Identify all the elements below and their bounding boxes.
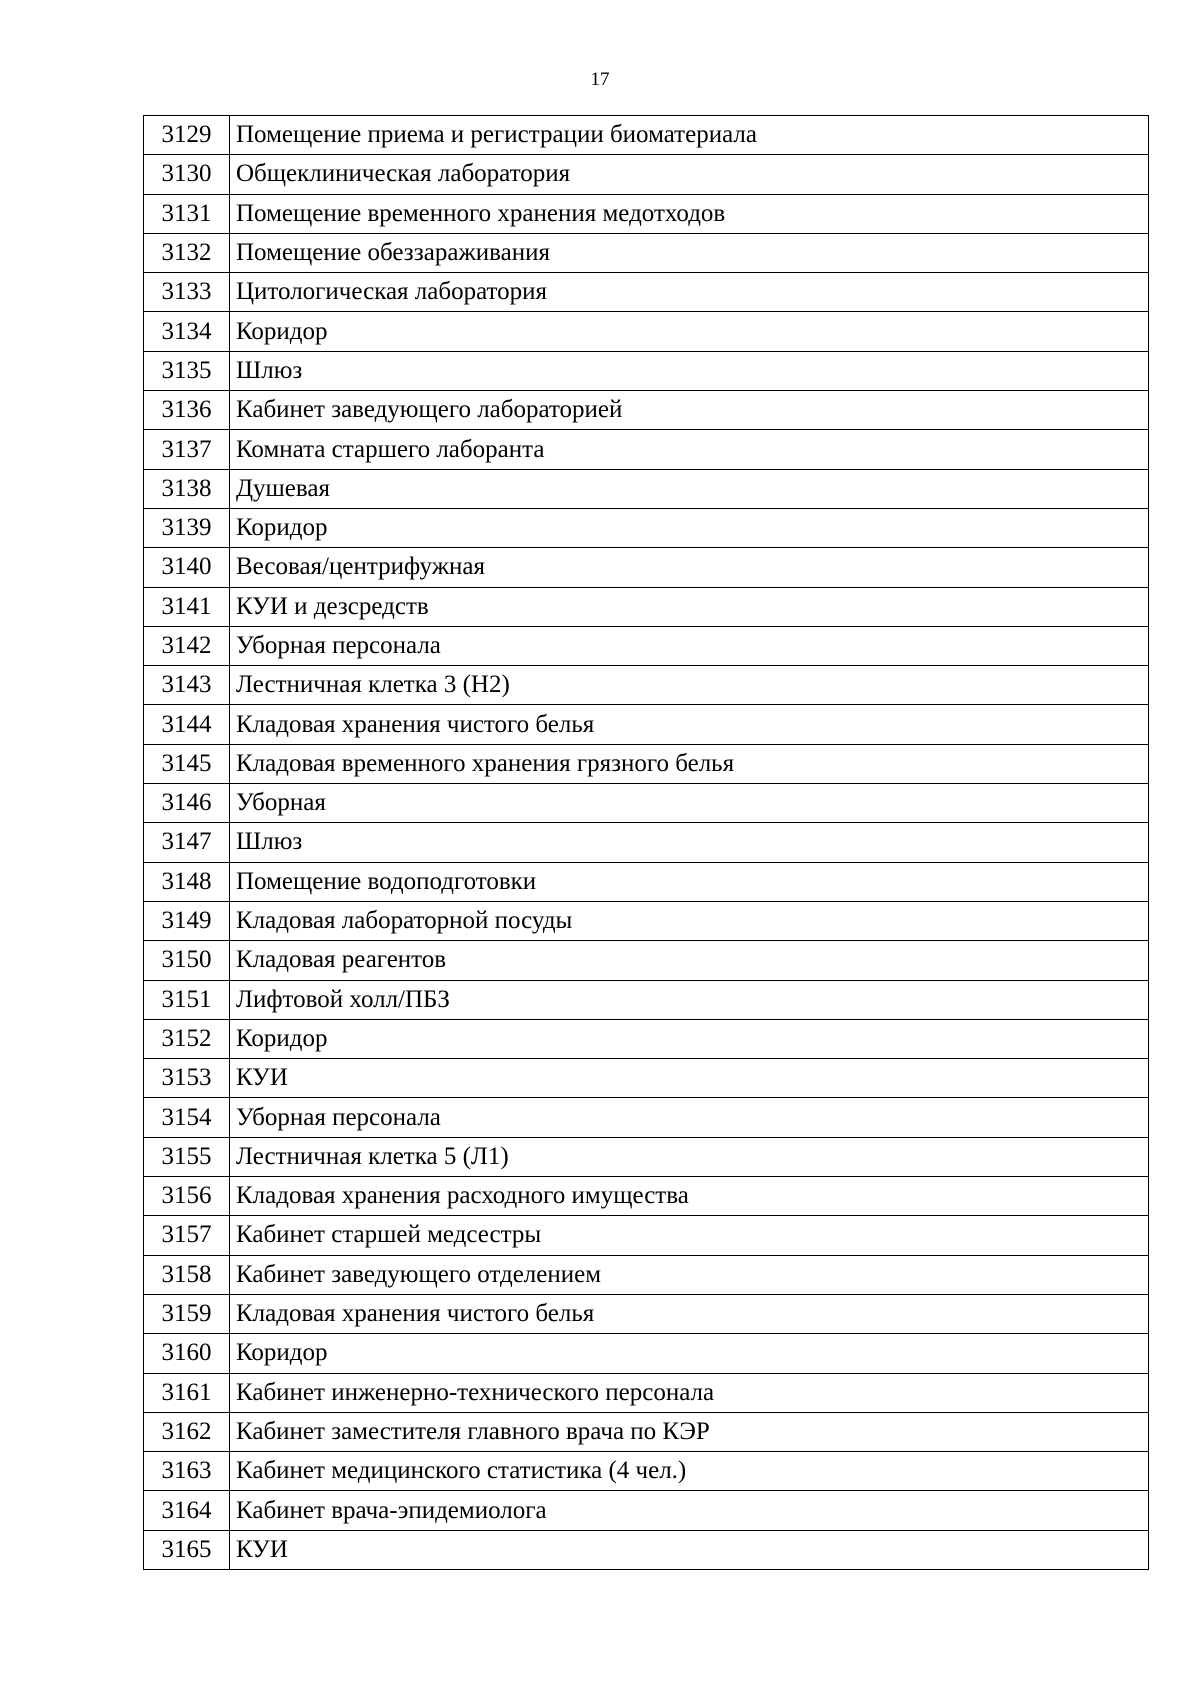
table-row: [144, 1216, 1149, 1255]
room-number-cell: 3144: [144, 705, 230, 744]
table-row: [144, 941, 1149, 980]
table-row: [144, 273, 1149, 312]
table-row: [144, 391, 1149, 430]
room-number-cell: 3139: [144, 508, 230, 547]
room-name-cell: Уборная персонала: [230, 1098, 1149, 1137]
table-row: [144, 1177, 1149, 1216]
room-number-cell: 3154: [144, 1098, 230, 1137]
table-row: [144, 1059, 1149, 1098]
room-name-cell: Цитологическая лаборатория: [230, 273, 1149, 312]
table-row: [144, 1412, 1149, 1451]
room-name-cell: Кабинет заместителя главного врача по КЭР: [230, 1412, 1149, 1451]
room-name-cell: Помещение приема и регистрации биоматериала: [230, 116, 1149, 155]
room-name-cell: КУИ: [230, 1059, 1149, 1098]
room-name-cell: Комната старшего лаборанта: [230, 430, 1149, 469]
room-number-cell: 3159: [144, 1294, 230, 1333]
room-number-cell: 3160: [144, 1334, 230, 1373]
table-row: [144, 744, 1149, 783]
room-name-cell: Душевая: [230, 469, 1149, 508]
room-name-cell: Уборная персонала: [230, 626, 1149, 665]
room-number-cell: 3131: [144, 194, 230, 233]
room-name-cell: Кабинет инженерно-технического персонала: [230, 1373, 1149, 1412]
table-row: [144, 1452, 1149, 1491]
table-row: [144, 823, 1149, 862]
table-row: [144, 666, 1149, 705]
room-number-cell: 3149: [144, 901, 230, 940]
table-row: [144, 626, 1149, 665]
room-number-cell: 3143: [144, 666, 230, 705]
room-number-cell: 3148: [144, 862, 230, 901]
room-name-cell: Коридор: [230, 1019, 1149, 1058]
room-number-cell: 3158: [144, 1255, 230, 1294]
room-number-cell: 3162: [144, 1412, 230, 1451]
table-row: [144, 1373, 1149, 1412]
room-number-cell: 3137: [144, 430, 230, 469]
table-row: [144, 508, 1149, 547]
room-number-cell: 3163: [144, 1452, 230, 1491]
room-name-cell: КУИ: [230, 1530, 1149, 1569]
room-name-cell: Кабинет старшей медсестры: [230, 1216, 1149, 1255]
room-name-cell: Коридор: [230, 508, 1149, 547]
room-name-cell: КУИ и дезсредств: [230, 587, 1149, 626]
room-name-cell: Кабинет врача-эпидемиолога: [230, 1491, 1149, 1530]
room-name-cell: Кладовая хранения расходного имущества: [230, 1177, 1149, 1216]
room-name-cell: Помещение водоподготовки: [230, 862, 1149, 901]
room-number-cell: 3165: [144, 1530, 230, 1569]
room-name-cell: Лестничная клетка 5 (Л1): [230, 1137, 1149, 1176]
table-row: [144, 548, 1149, 587]
room-number-cell: 3130: [144, 155, 230, 194]
table-row: [144, 1137, 1149, 1176]
table-row: [144, 312, 1149, 351]
table-row: [144, 1019, 1149, 1058]
room-name-cell: Кладовая реагентов: [230, 941, 1149, 980]
room-number-cell: 3134: [144, 312, 230, 351]
table-row: [144, 862, 1149, 901]
table-row: [144, 1491, 1149, 1530]
room-name-cell: Уборная: [230, 784, 1149, 823]
room-name-cell: Лестничная клетка 3 (Н2): [230, 666, 1149, 705]
table-row: [144, 901, 1149, 940]
room-name-cell: Шлюз: [230, 351, 1149, 390]
room-name-cell: Лифтовой холл/ПБЗ: [230, 980, 1149, 1019]
room-number-cell: 3147: [144, 823, 230, 862]
room-number-cell: 3157: [144, 1216, 230, 1255]
room-name-cell: Кладовая временного хранения грязного белья: [230, 744, 1149, 783]
room-number-cell: 3150: [144, 941, 230, 980]
room-number-cell: 3146: [144, 784, 230, 823]
room-name-cell: Общеклиническая лаборатория: [230, 155, 1149, 194]
rooms-table: [143, 115, 1149, 1570]
table-row: [144, 1334, 1149, 1373]
room-name-cell: Кабинет заведующего отделением: [230, 1255, 1149, 1294]
room-name-cell: Помещение временного хранения медотходов: [230, 194, 1149, 233]
room-number-cell: 3161: [144, 1373, 230, 1412]
table-row: [144, 351, 1149, 390]
room-number-cell: 3135: [144, 351, 230, 390]
room-number-cell: 3164: [144, 1491, 230, 1530]
room-name-cell: Кладовая хранения чистого белья: [230, 1294, 1149, 1333]
room-number-cell: 3138: [144, 469, 230, 508]
room-number-cell: 3142: [144, 626, 230, 665]
room-number-cell: 3155: [144, 1137, 230, 1176]
table-row: [144, 587, 1149, 626]
room-name-cell: Весовая/центрифужная: [230, 548, 1149, 587]
room-number-cell: 3151: [144, 980, 230, 1019]
table-row: [144, 1255, 1149, 1294]
room-name-cell: Шлюз: [230, 823, 1149, 862]
room-number-cell: 3140: [144, 548, 230, 587]
room-number-cell: 3141: [144, 587, 230, 626]
table-row: [144, 980, 1149, 1019]
room-name-cell: Кабинет заведующего лабораторией: [230, 391, 1149, 430]
room-name-cell: Кабинет медицинского статистика (4 чел.): [230, 1452, 1149, 1491]
room-number-cell: 3136: [144, 391, 230, 430]
room-name-cell: Кладовая лабораторной посуды: [230, 901, 1149, 940]
table-row: [144, 233, 1149, 272]
room-name-cell: Коридор: [230, 1334, 1149, 1373]
table-row: [144, 194, 1149, 233]
table-row: [144, 1530, 1149, 1569]
table-row: [144, 1098, 1149, 1137]
room-name-cell: Кладовая хранения чистого белья: [230, 705, 1149, 744]
table-row: [144, 469, 1149, 508]
table-row: [144, 430, 1149, 469]
table-row: [144, 784, 1149, 823]
room-name-cell: Помещение обеззараживания: [230, 233, 1149, 272]
room-number-cell: 3156: [144, 1177, 230, 1216]
room-number-cell: 3153: [144, 1059, 230, 1098]
page-number: 17: [590, 69, 610, 90]
table-row: [144, 1294, 1149, 1333]
room-number-cell: 3152: [144, 1019, 230, 1058]
table-row: [144, 155, 1149, 194]
room-number-cell: 3129: [144, 116, 230, 155]
room-name-cell: Коридор: [230, 312, 1149, 351]
table-row: [144, 116, 1149, 155]
table-row: [144, 705, 1149, 744]
room-number-cell: 3133: [144, 273, 230, 312]
room-number-cell: 3132: [144, 233, 230, 272]
room-number-cell: 3145: [144, 744, 230, 783]
rooms-table-body: [144, 116, 1149, 1570]
